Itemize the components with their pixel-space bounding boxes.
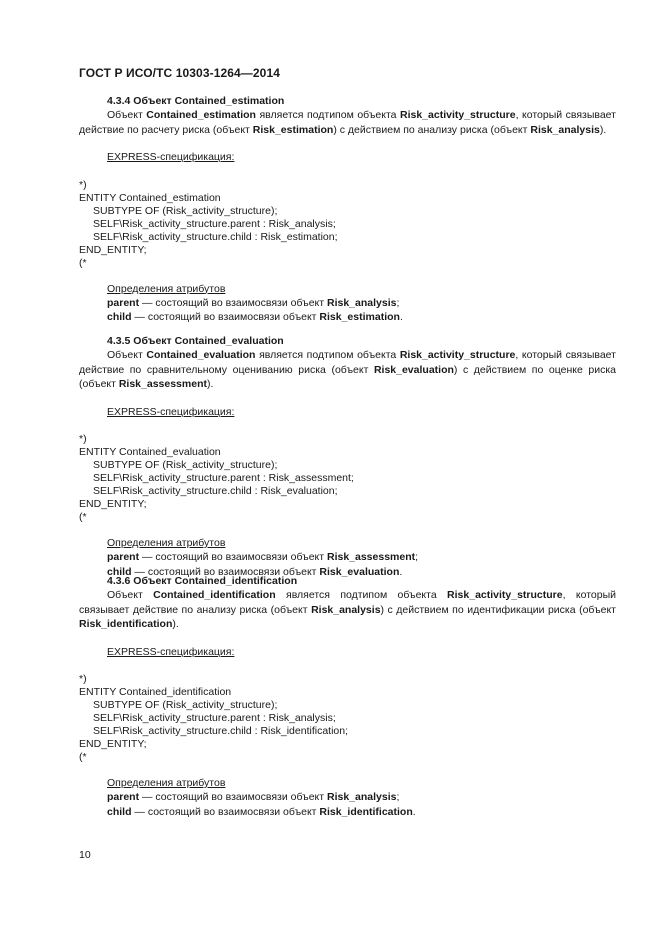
section-contained-estimation	[79, 94, 616, 325]
section-contained-evaluation	[79, 334, 616, 579]
section-paragraph: Объект Contained_estimation является подтипом объекта Risk_activity_structure, который связывает действие по расчету риска (объект Risk_estimation) с действием по анализу риска (объект Risk_analysis).	[79, 109, 616, 136]
express-code-block: *) ENTITY Contained_evaluation SUBTYPE OF (Risk_activity_structure); SELF\Risk_activity_structure.parent : Risk_assessment; SELF\Risk_activity_structure.child : Risk_evaluation; END_ENTITY; (*	[79, 433, 354, 524]
attribute-child: child — состоящий во взаимосвязи объект Risk_identification.	[107, 805, 416, 818]
express-spec-label: EXPRESS-спецификация:	[107, 405, 235, 418]
express-code-block: *) ENTITY Contained_estimation SUBTYPE OF (Risk_activity_structure); SELF\Risk_activity_structure.parent : Risk_analysis; SELF\Risk_activity_structure.child : Risk_estimation; END_ENTITY; (*	[79, 178, 338, 269]
document-header: ГОСТ Р ИСО/ТС 10303-1264—2014	[79, 66, 280, 80]
section-heading: 4.3.5 Объект Contained_evaluation	[107, 335, 284, 347]
attribute-parent: parent — состоящий во взаимосвязи объект Risk_analysis;	[107, 297, 400, 310]
attribute-parent: parent — состоящий во взаимосвязи объект Risk_analysis;	[107, 791, 400, 804]
attribute-definitions-title: Определения атрибутов	[107, 777, 226, 790]
section-paragraph: Объект Contained_identification является подтипом объекта Risk_activity_structure, который связывает действие по анализу риска (объект Risk_analysis) с действием по идентификации риска (объект Risk_identification).	[79, 589, 616, 631]
attribute-definitions-title: Определения атрибутов	[107, 537, 226, 550]
attribute-parent: parent — состоящий во взаимосвязи объект Risk_assessment;	[107, 551, 419, 564]
attribute-definitions-title: Определения атрибутов	[107, 282, 226, 295]
attribute-child: child — состоящий во взаимосвязи объект Risk_estimation.	[107, 311, 403, 324]
express-spec-label: EXPRESS-спецификация:	[107, 151, 235, 164]
section-heading: 4.3.6 Объект Contained_identification	[107, 575, 298, 587]
page-number: 10	[79, 849, 91, 861]
section-contained-identification	[79, 574, 616, 819]
express-spec-label: EXPRESS-спецификация:	[107, 645, 235, 658]
section-heading: 4.3.4 Объект Contained_estimation	[107, 95, 285, 107]
express-code-block: *) ENTITY Contained_identification SUBTYPE OF (Risk_activity_structure); SELF\Risk_activity_structure.parent : Risk_analysis; SELF\Risk_activity_structure.child : Risk_identification; END_ENTITY; (*	[79, 673, 349, 764]
attribute-child: child — состоящий во взаимосвязи объект Risk_evaluation.	[107, 565, 403, 578]
section-paragraph: Объект Contained_evaluation является подтипом объекта Risk_activity_structure, который связывает действие по сравнительному оцениванию риска (объект Risk_evaluation) с действием по оценке риска (объект Risk_assessment).	[79, 349, 616, 391]
